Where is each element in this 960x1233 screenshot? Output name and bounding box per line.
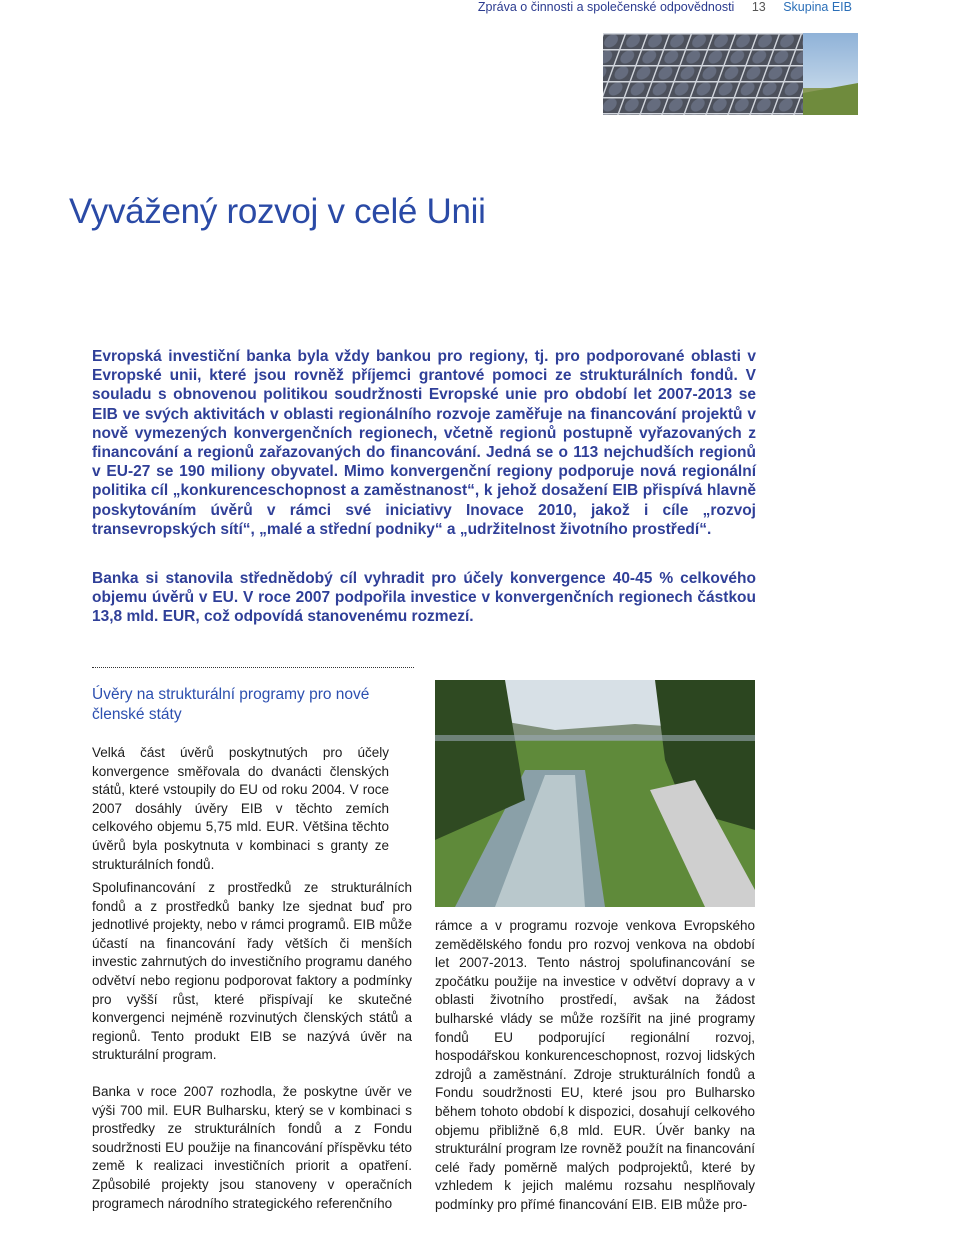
left-column — [92, 879, 412, 1231]
left-paragraph-1: Spolufinancování z prostředků ze strukturálních fondů a z prostředků banky lze sjednat buď pro jednotlivé projekty, nebo v rámci programů. EIB může účastí na financování řady větších či menších investic zahrnutých do investičního programu daného odvětví nebo regionu podporovat faktory a podmínky pro vyšší růst, které přispívají ke skutečné konvergenci nejméně rozvinutých členských států a regionů. Tento produkt EIB se nazývá úvěr na strukturální program. — [92, 880, 412, 1063]
river-photo — [435, 680, 755, 907]
left-paragraph-2: Banka v roce 2007 rozhodla, že poskytne úvěr ve výši 700 mil. EUR Bulharsku, který se v kombinaci s prostředky ze strukturálních fondů a z Fondu soudržnosti EU použije na financování příspěvku této země k realizaci investičních priorit a opatření. Způsobilé projekty jsou stanoveny v operačních programech národního strategického referenčního — [92, 1083, 412, 1211]
report-title: Zpráva o činnosti a společenské odpovědnosti — [477, 0, 735, 14]
page-number: 13 — [751, 0, 766, 14]
group-name: Skupina EIB — [783, 0, 852, 14]
section-lead: Velká část úvěrů poskytnutých pro účely konvergence směřovala do dvanácti členských států, které vstoupily do EU od roku 2004. V roce 2007 dosáhly úvěry EIB v těchto zemích celkového objemu 5,75 mld. EUR. Většina těchto úvěrů byla poskytnuta v kombinaci s granty ze strukturálních fondů. — [92, 745, 389, 872]
right-column — [435, 917, 755, 1233]
right-paragraph-1: rámce a v programu rozvoje venkova Evropského zemědělského fondu pro rozvoj venkova na období let 2007-2013. Tento nástroj spolufinancování se zpočátku použije na investice v odvětví dopravy a v oblasti životního prostředí, avšak na žádost bulharské vlády se může rozšířit na jiné programy fondů EU podporující regionální rozvoj, hospodářskou konkurenceschopnost, rozvoj lidských zdrojů a zaměstnání. Zdroje strukturálních fondů a Fondu soudržnosti EU, které jsou pro Bulharsko během tohoto období k dispozici, dosahují celkového objemu přibližně 6,8 mld. EUR. Úvěr banky na strukturální program lze rovněž použít na financování celé řady poměrně malých podprojektů, které by vzhledem k jejich malému rozsahu nesplňovaly podmínky pro přímé financování EIB. EIB může pro- — [435, 918, 755, 1212]
page-title: Vyvážený rozvoj v celé Unii — [69, 192, 486, 231]
intro-paragraph-1: Evropská investiční banka byla vždy bankou pro regiony, tj. pro podporované oblasti v Evropské unii, které jsou rovněž příjemci grantové pomoci ze strukturálních fondů. V souladu s obnovenou politikou soudržnosti Evropské unie pro období let 2007-2013 se EIB ve svých aktivitách v oblasti regionálního rozvoje zaměřuje na financování projektů v nově vymezených konvergenčních regionech, včetně regionů postupně vyřazovaných z financování a regionů zařazovaných do financování. Jedná se o 113 nejchudších regionů v EU-27 se 190 miliony obyvatel. Mimo konvergenční regiony podporuje nová regionální politika cíl „konkurenceschopnost a zaměstnanost“, k jehož dosažení EIB přispívá hlavně poskytováním úvěrů v rámci své iniciativy Inovace 2010, jakož i cíle „rozvoj transevropských sítí“, „malé a střední podniky“ a „udržitelnost životního prostředí“. — [92, 348, 756, 538]
section-title: Úvěry na strukturální programy pro nové členské státy — [92, 686, 370, 723]
running-header — [478, 0, 852, 16]
intro-paragraph-2: Banka si stanovila střednědobý cíl vyhradit pro účely konvergence 40-45 % celkového objemu úvěrů v EU. V roce 2007 podpořila investice v konvergenčních regionech částkou 13,8 mld. EUR, což odpovídá stanovenému rozmezí. — [92, 570, 756, 626]
solar-panel-photo — [603, 33, 858, 115]
section-divider — [92, 667, 414, 668]
